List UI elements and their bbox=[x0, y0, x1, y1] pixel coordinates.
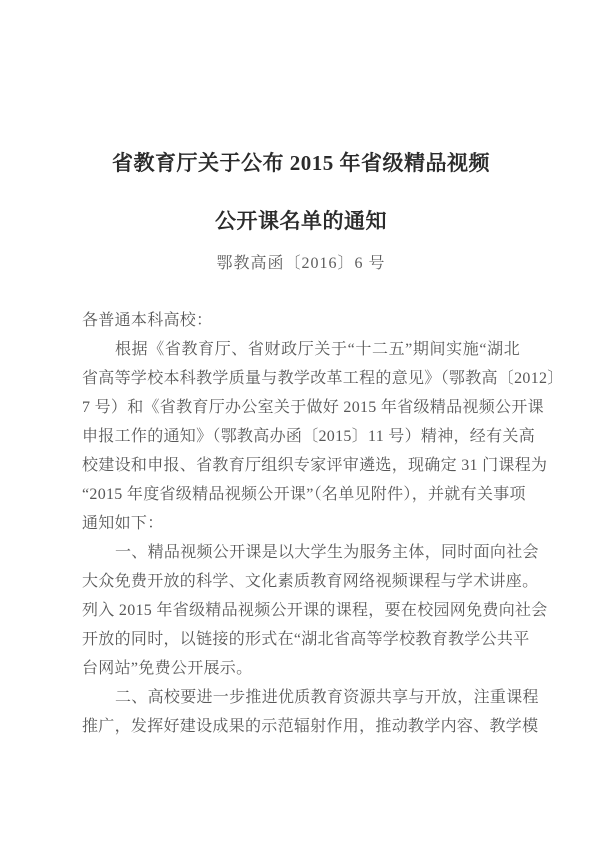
body-line-6: “2015 年度省级精品视频公开课”（名单见附件），并就有关事项 bbox=[82, 486, 526, 503]
document-number: 鄂教高函〔2016〕6 号 bbox=[216, 255, 386, 272]
body-line-7: 通知如下： bbox=[82, 515, 164, 532]
document-title-line1: 省教育厅关于公布 2015 年省级精品视频 bbox=[112, 151, 490, 175]
body-line-11: 开放的同时，以链接的形式在“湖北省高等学校教育教学公共平 bbox=[82, 631, 530, 648]
body-line-4: 申报工作的通知》（鄂教高办函〔2015〕11 号）精神，经有关高 bbox=[82, 428, 536, 445]
body-line-1: 根据《省教育厅、省财政厅关于“十二五”期间实施“湖北 bbox=[115, 341, 520, 358]
salutation: 各普通本科高校： bbox=[82, 312, 213, 329]
body-line-10: 列入 2015 年省级精品视频公开课的课程，要在校园网免费向社会 bbox=[82, 602, 548, 619]
document-content bbox=[82, 0, 564, 741]
body-line-3: 7 号）和《省教育厅办公室关于做好 2015 年省级精品视频公开课 bbox=[82, 399, 544, 416]
body-line-12: 台网站”免费公开展示。 bbox=[82, 660, 253, 677]
document-body-lines bbox=[82, 306, 564, 741]
body-line-13: 二、高校要进一步推进优质教育资源共享与开放，注重课程 bbox=[115, 689, 539, 706]
body-line-8: 一、精品视频公开课是以大学生为服务主体，同时面向社会 bbox=[115, 544, 539, 561]
body-line-14: 推广，发挥好建设成果的示范辐射作用，推动教学内容、教学模 bbox=[82, 718, 539, 735]
body-line-2: 省高等学校本科教学质量与教学改革工程的意见》（鄂教高〔2012〕 bbox=[82, 370, 564, 387]
document-title-line2: 公开课名单的通知 bbox=[215, 209, 387, 233]
body-line-5: 校建设和申报、省教育厅组织专家评审遴选，现确定 31 门课程为 bbox=[82, 457, 548, 474]
body-line-9: 大众免费开放的科学、文化素质教育网络视频课程与学术讲座。 bbox=[82, 573, 539, 590]
